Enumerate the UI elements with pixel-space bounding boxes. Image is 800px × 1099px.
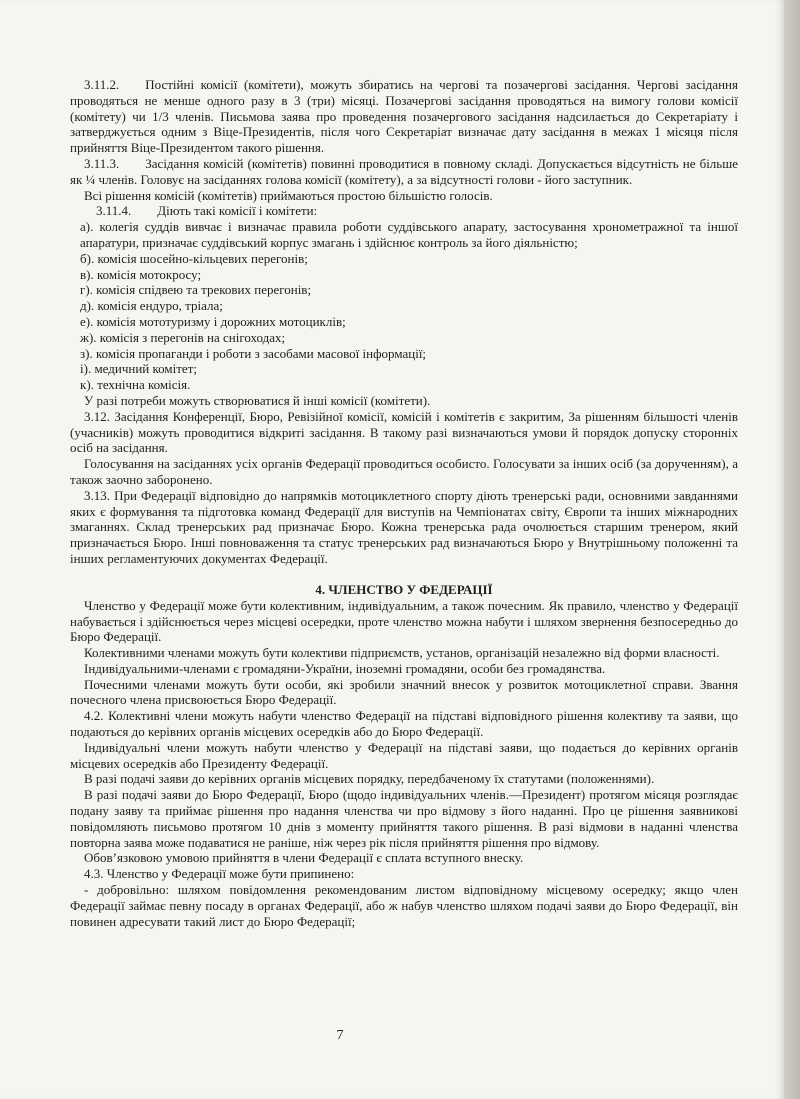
paragraph-voting: Голосування на засіданнях усіх органів Федерації проводиться особисто. Голосувати за інших осіб (за дорученням), а також заочно заборонено. bbox=[70, 456, 738, 487]
paragraph-3-11-3: 3.11.3. Засідання комісій (комітетів) повинні проводитися в повному складі. Допускається відсутність не більше як ¼ членів. Головує на засіданнях голова комісії (комітету), а за відсутності голови - його заступник. bbox=[70, 155, 738, 187]
list-item: к). технічна комісія. bbox=[80, 377, 191, 393]
paragraph-individual: Індивідуальними-членами є громадяни-України, іноземні громадяни, особи без громадянства. bbox=[84, 660, 606, 676]
list-item: д). комісія ендуро, тріала; bbox=[80, 298, 223, 314]
paragraph-other-commissions: У разі потреби можуть створюватися й інші комісії (комітети). bbox=[84, 392, 431, 408]
page-number: 7 bbox=[336, 1028, 344, 1043]
paragraph-voluntary: - добровільно: шляхом повідомлення рекомендованим листом відповідному місцевому осередку; якщо член Федерації займає певну посаду в органах Федерації, або ж набув членство шляхом подачі заяви до Бюро Федерації, він повинен адресувати такий лист до Бюро Федерації; bbox=[70, 882, 738, 929]
paragraph-decisions: Всі рішення комісій (комітетів) приймаються простою більшістю голосів. bbox=[84, 187, 493, 203]
paragraph-collective: Колективними членами можуть бути колективи підприємств, установ, організацій незалежно від форми власності. bbox=[84, 645, 720, 661]
list-item: з). комісія пропаганди і роботи з засобами масової інформації; bbox=[80, 345, 427, 361]
paragraph-3-13: 3.13. При Федерації відповідно до напрямків мотоциклетного спорту діють тренерські ради, основними завданнями яких є формування та підготовка команд Федерації для виступів на Чемпіонатах світу, Європи та інших міжнародних змаганнях. Склад тренерських рад призначає Бюро. Кожна тренерська рада очолюється старшим тренером, який призначається Бюро. Інші повноваження та статус тренерських рад визначаються Бюро у Внутрішньому положенні та інших регламентуючих документах Федерації. bbox=[70, 487, 738, 566]
paragraph-bureau-apply: В разі подачі заяви до Бюро Федерації, Бюро (щодо індивідуальних членів.—Президент) протягом місяця розглядає подану заяву та приймає рішення про надання членства чи про відмову з його наданні. Про це рішення заявникові повідомляють письмово протягом 10 днів з моменту прийняття такого рішення. В разі відмови в наданні членства повторна заява може подаватися не раніше, ніж через рік після прийняття рішення про відмову. bbox=[70, 787, 738, 850]
section-gap bbox=[70, 567, 738, 582]
list-item: б). комісія шосейно-кільцевих перегонів; bbox=[80, 250, 308, 266]
paragraph-local-apply: В разі подачі заяви до керівних органів місцевих порядку, передбаченому їх статутами (положеннями). bbox=[84, 771, 655, 787]
paragraph-individual-apply: Індивідуальні члени можуть набути членство у Федерації на підставі заяви, що подається до керівних органів місцевих осередків або Президенту Федерації. bbox=[70, 739, 738, 771]
paragraph-3-12: 3.12. Засідання Конференції, Бюро, Ревізійної комісії, комісій і комітетів є закритим, За рішенням більшості членів (учасників) можуть проводитися відкриті засідання. В такому разі визначаються умови й порядок допуску сторонніх осіб на засідання. bbox=[70, 408, 738, 456]
paragraph-4-3: 4.3. Членство у Федерації може бути припинено: bbox=[84, 866, 355, 882]
document-body bbox=[70, 77, 738, 929]
list-item: г). комісія спідвею та трекових перегонів; bbox=[80, 282, 312, 298]
list-item: і). медичний комітет; bbox=[80, 361, 197, 377]
paragraph-4-2: 4.2. Колективні члени можуть набути членство Федерації на підставі відповідного рішення колективу та заяви, що подаються до керівних органів місцевих осередків або до Бюро Федерації. bbox=[70, 708, 738, 740]
list-item: в). комісія мотокросу; bbox=[80, 266, 202, 282]
paragraph-fee: Обов’язковою умовою прийняття в члени Федерації є сплата вступного внеску. bbox=[84, 850, 524, 866]
list-item: а). колегія суддів вивчає і визначає правила роботи суддівського апарату, застосування хронометражної та іншої апаратури, призначає суддівський корпус змагань і здійснює контроль за його діяльністю; bbox=[80, 219, 738, 250]
page-edge bbox=[784, 0, 800, 1099]
paragraph-3-11-4: 3.11.4. Діють такі комісії і комітети: bbox=[96, 203, 318, 219]
list-item: е). комісія мототуризму і дорожних мотоциклів; bbox=[80, 313, 346, 329]
section-title: 4. ЧЛЕНСТВО У ФЕДЕРАЦІЇ bbox=[315, 581, 493, 597]
list-item: ж). комісія з перегонів на снігоходах; bbox=[80, 329, 286, 345]
paragraph-honorary: Почесними членами можуть бути особи, які зробили значний внесок у розвиток мотоциклетної справи. Звання почесного члена присвоюється Бюро Федерації. bbox=[70, 676, 738, 708]
paragraph-3-11-2: 3.11.2. Постійні комісії (комітети), можуть збиратись на чергові та позачергові засідання. Чергові засідання проводяться не менше одного разу в 3 (три) місяці. Позачергові засідання проводяться на вимогу голови комісії (комітету) чи 1/3 членів. Письмова заява про проведення позачергового засідання надсилається до Секретаріату і затверджується одним з Віце-Президентів, після чого Секретаріат визначає дату засідання в межах 1 місяця після прийняття Віце-Президентом такого рішення. bbox=[70, 77, 738, 156]
paragraph-membership: Членство у Федерації може бути колективним, індивідуальним, а також почесним. Як правило, членство у Федерації набувається і здійснюється через місцеві осередки, проте членство можна набути і шляхом звернення безпосередньо до Бюро Федерації. bbox=[70, 597, 738, 645]
